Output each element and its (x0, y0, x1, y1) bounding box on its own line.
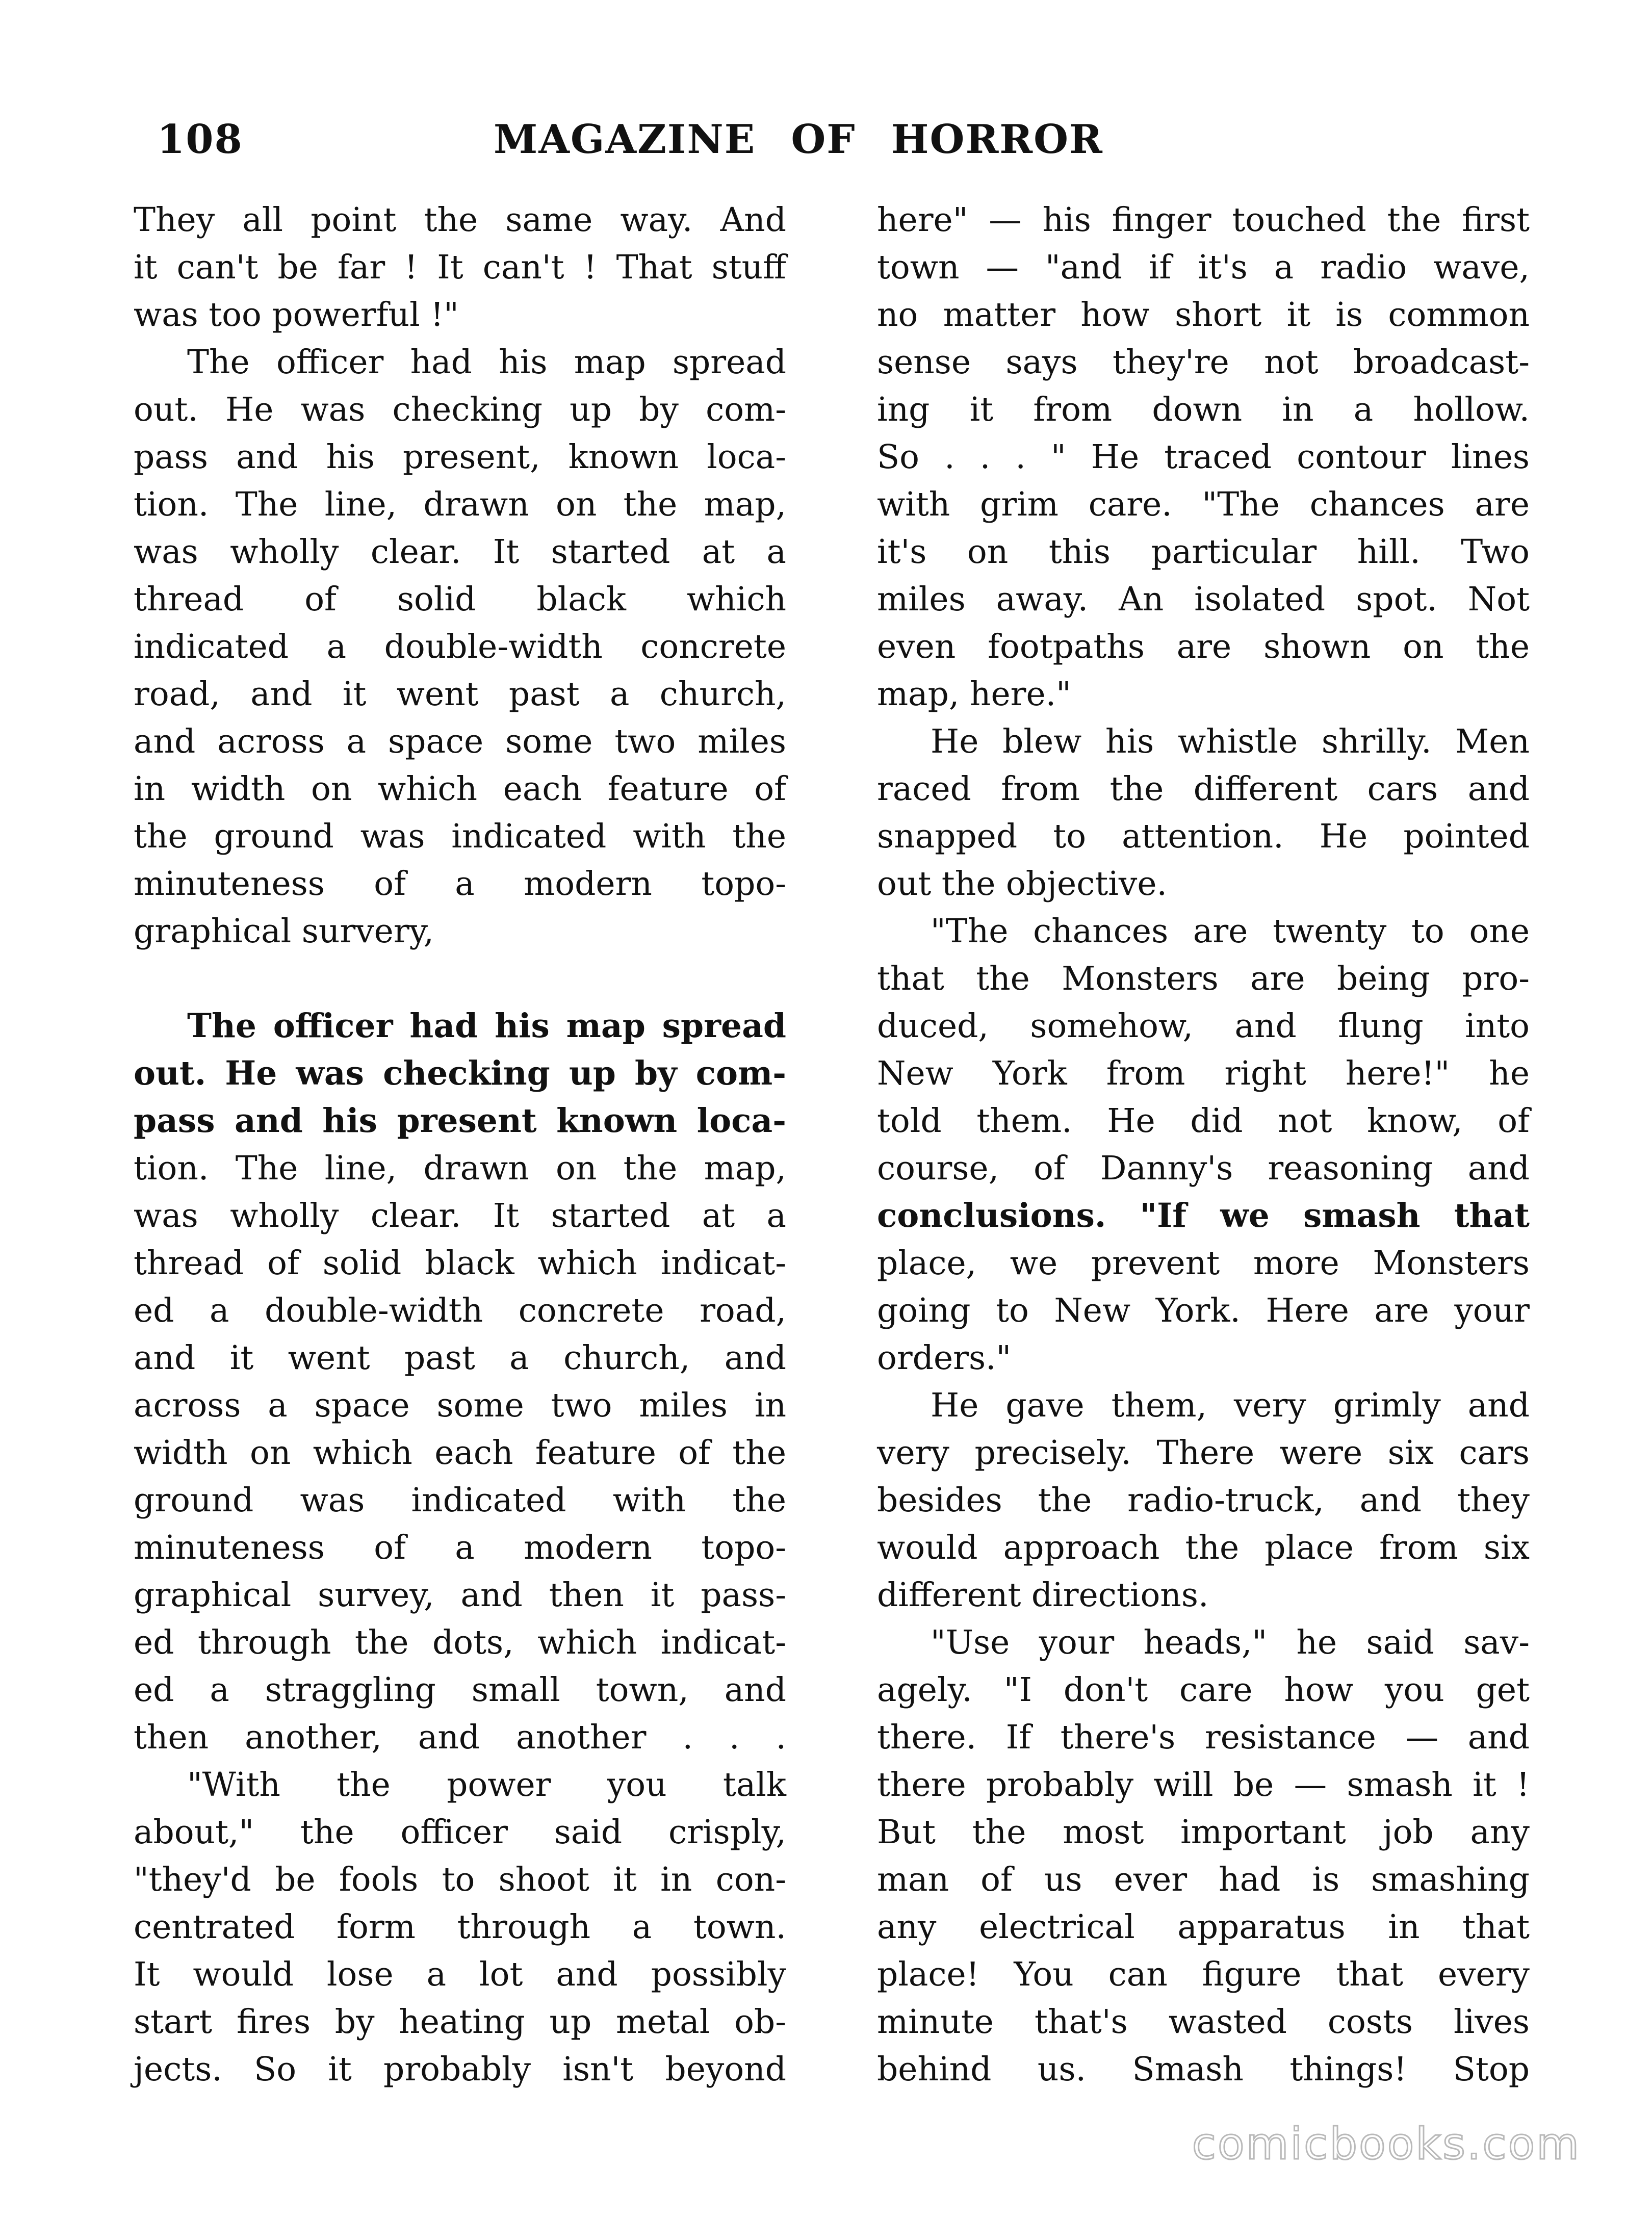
text-line: minuteness of a modern topo- (134, 1529, 786, 1567)
text-line: told them. He did not know, of (877, 1102, 1530, 1140)
text-line: man of us ever had is smashing (877, 1861, 1530, 1899)
text-line: agely. "I don't care how you get (877, 1671, 1530, 1709)
text-line: road, and it went past a church, (134, 675, 786, 713)
text-line: no matter how short it is common (877, 296, 1530, 334)
text-line: So . . . " He traced contour lines (877, 438, 1530, 476)
text-line: about," the officer said crisply, (134, 1813, 786, 1851)
text-line: sense says they're not broadcast- (877, 343, 1530, 381)
page-header (157, 116, 1193, 177)
text-line: and it went past a church, and (134, 1339, 786, 1377)
text-line: besides the radio-truck, and they (877, 1481, 1530, 1519)
text-line: was too powerful !" (134, 296, 459, 334)
text-line: "Use your heads," he said sav- (931, 1623, 1530, 1662)
text-line: pass and his present, known loca- (134, 438, 786, 476)
text-line: then another, and another . . . (134, 1718, 786, 1757)
text-line: conclusions. "If we smash that (877, 1196, 1530, 1235)
text-line: in width on which each feature of (134, 770, 786, 808)
text-line: here" — his finger touched the first (877, 201, 1530, 239)
text-line: out the objective. (877, 865, 1168, 903)
text-line: very precisely. There were six cars (877, 1434, 1530, 1472)
text-line: the ground was indicated with the (134, 817, 786, 856)
text-line: jects. So it probably isn't beyond (134, 2050, 786, 2088)
magazine-title: MAGAZINE OF HORROR (494, 116, 1103, 163)
text-line: going to New York. Here are your (877, 1292, 1530, 1330)
text-line: minuteness of a modern topo- (134, 865, 786, 903)
text-line: map, here." (877, 675, 1071, 713)
text-line: place! You can figure that every (877, 1955, 1530, 1994)
text-line: course, of Danny's reasoning and (877, 1149, 1530, 1188)
page-number: 108 (157, 116, 243, 163)
text-line: "they'd be fools to shoot it in con- (134, 1861, 786, 1899)
text-line: graphical survery, (134, 912, 434, 950)
text-line: tion. The line, drawn on the map, (134, 1149, 786, 1188)
text-line: The officer had his map spread (187, 343, 786, 381)
text-line: raced from the different cars and (877, 770, 1530, 808)
text-line: pass and his present known loca- (134, 1101, 786, 1140)
text-line: with grim care. "The chances are (877, 485, 1530, 524)
text-line: snapped to attention. He pointed (877, 817, 1530, 856)
paragraph-gap (134, 955, 786, 1002)
text-line: there. If there's resistance — and (877, 1718, 1530, 1757)
text-line: graphical survey, and then it pass- (134, 1576, 786, 1614)
text-line: tion. The line, drawn on the map, (134, 485, 786, 524)
text-line: even footpaths are shown on the (877, 628, 1530, 666)
text-line: across a space some two miles in (134, 1386, 786, 1425)
text-line: place, we prevent more Monsters (877, 1244, 1530, 1282)
text-line: duced, somehow, and flung into (877, 1007, 1530, 1045)
text-line: But the most important job any (877, 1813, 1530, 1851)
text-line: out. He was checking up by com- (134, 1054, 786, 1093)
text-line: different directions. (877, 1576, 1209, 1614)
text-line: New York from right here!" he (877, 1054, 1530, 1093)
left-text-column (134, 196, 786, 2093)
text-line: miles away. An isolated spot. Not (877, 580, 1530, 618)
text-line: out. He was checking up by com- (134, 391, 786, 429)
text-line: centrated form through a town. (134, 1908, 786, 1946)
text-line: town — "and if it's a radio wave, (877, 248, 1530, 287)
text-line: ground was indicated with the (134, 1481, 786, 1519)
text-line: They all point the same way. And (134, 201, 786, 239)
text-line: thread of solid black which (134, 580, 786, 618)
text-line: He gave them, very grimly and (931, 1386, 1530, 1425)
text-line: "The chances are twenty to one (931, 912, 1530, 950)
text-line: thread of solid black which indicat- (134, 1244, 786, 1282)
text-line: ed through the dots, which indicat- (134, 1623, 786, 1662)
text-line: orders." (877, 1339, 1012, 1377)
text-line: it's on this particular hill. Two (877, 533, 1530, 571)
text-line: "With the power you talk (187, 1766, 786, 1804)
text-line: ing it from down in a hollow. (877, 391, 1530, 429)
text-line: indicated a double-width concrete (134, 628, 786, 666)
text-line: was wholly clear. It started at a (134, 1197, 786, 1235)
text-line: would approach the place from six (877, 1529, 1530, 1567)
text-line: width on which each feature of the (134, 1434, 786, 1472)
watermark-logo: comicbooks.com (1192, 2119, 1581, 2170)
text-line: and across a space some two miles (134, 723, 786, 761)
text-line: minute that's wasted costs lives (877, 2003, 1530, 2041)
text-line: was wholly clear. It started at a (134, 533, 786, 571)
text-line: The officer had his map spread (187, 1007, 786, 1045)
text-line: start fires by heating up metal ob- (134, 2003, 786, 2041)
text-line: ed a double-width concrete road, (134, 1292, 786, 1330)
text-line: ed a straggling small town, and (134, 1671, 786, 1709)
text-line: it can't be far ! It can't ! That stuff (134, 248, 786, 287)
text-line: any electrical apparatus in that (877, 1908, 1530, 1946)
text-line: He blew his whistle shrilly. Men (931, 723, 1530, 761)
text-line: It would lose a lot and possibly (134, 1955, 786, 1994)
text-line: there probably will be — smash it ! (877, 1766, 1530, 1804)
text-line: behind us. Smash things! Stop (877, 2050, 1530, 2088)
right-text-column (877, 196, 1530, 2093)
text-line: that the Monsters are being pro- (877, 960, 1530, 998)
